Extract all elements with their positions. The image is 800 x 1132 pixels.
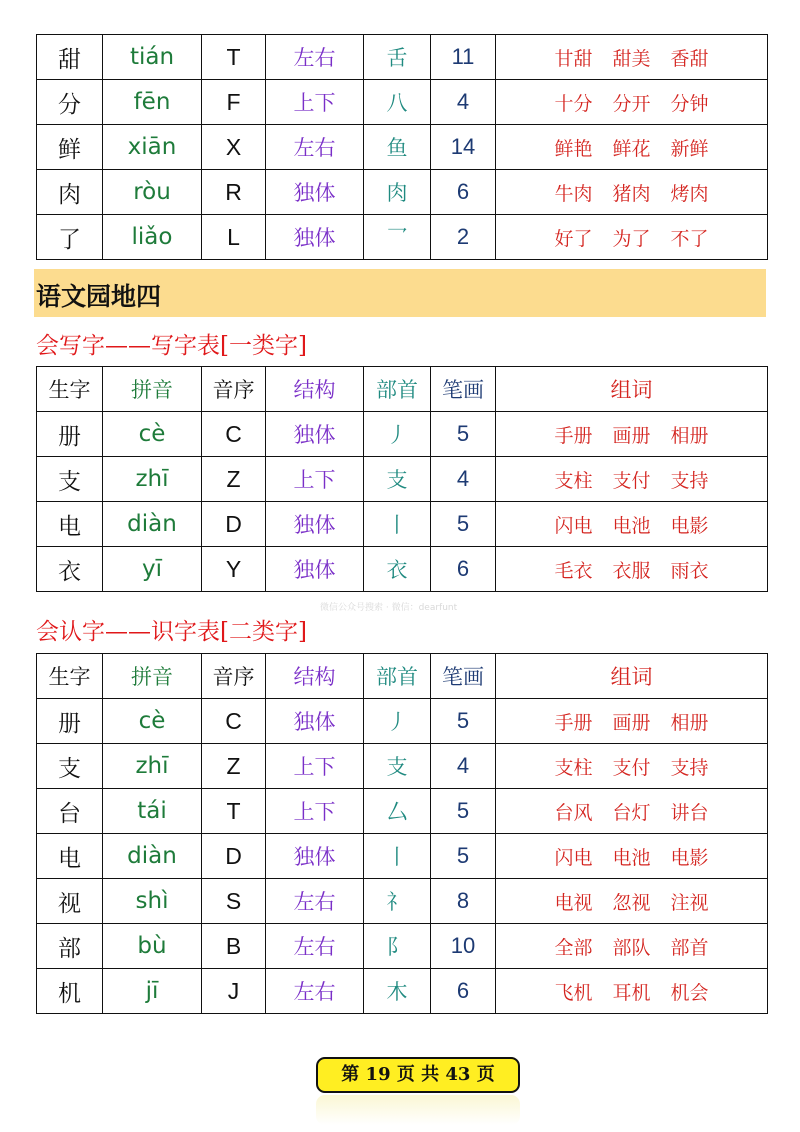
strokes-cell: 11 <box>431 35 496 80</box>
word: 忽视 <box>612 891 651 914</box>
radical-cell: 乛 <box>364 215 431 260</box>
structure-cell: 左右 <box>266 969 364 1014</box>
word: 鲜花 <box>612 137 651 160</box>
words-cell <box>496 789 768 834</box>
strokes-cell: 5 <box>431 699 496 744</box>
table-row <box>37 125 768 170</box>
word: 飞机 <box>554 981 593 1004</box>
char-cell: 支 <box>37 744 103 789</box>
strokes-cell: 5 <box>431 412 496 457</box>
char-cell: 电 <box>37 834 103 879</box>
char-cell: 视 <box>37 879 103 924</box>
word: 不了 <box>670 227 709 250</box>
word: 雨衣 <box>670 559 709 582</box>
word: 电池 <box>612 514 651 537</box>
char-cell: 机 <box>37 969 103 1014</box>
order-cell: C <box>202 699 266 744</box>
pinyin-cell: tián <box>103 35 202 80</box>
pinyin-cell: zhī <box>103 457 202 502</box>
pinyin-cell: xiān <box>103 125 202 170</box>
word: 支柱 <box>554 756 593 779</box>
order-cell: S <box>202 879 266 924</box>
word: 十分 <box>554 92 593 115</box>
char-cell: 分 <box>37 80 103 125</box>
word: 支持 <box>670 756 709 779</box>
word: 闪电 <box>554 514 593 537</box>
word: 电影 <box>670 514 709 537</box>
radical-cell: 衣 <box>364 547 431 592</box>
order-cell: L <box>202 215 266 260</box>
table-row <box>37 80 768 125</box>
word: 画册 <box>612 424 651 447</box>
word: 部首 <box>670 936 709 959</box>
pinyin-cell: ròu <box>103 170 202 215</box>
pinyin-cell: bù <box>103 924 202 969</box>
table-section1 <box>36 366 768 592</box>
order-cell: D <box>202 502 266 547</box>
word: 讲台 <box>670 801 709 824</box>
radical-cell: 厶 <box>364 789 431 834</box>
word: 手册 <box>554 424 593 447</box>
order-cell: T <box>202 789 266 834</box>
header-cell: 笔画 <box>431 654 496 699</box>
structure-cell: 左右 <box>266 879 364 924</box>
header-cell: 结构 <box>266 654 364 699</box>
words-cell <box>496 170 768 215</box>
word: 相册 <box>670 424 709 447</box>
pinyin-cell: cè <box>103 699 202 744</box>
order-cell: R <box>202 170 266 215</box>
header-cell: 生字 <box>37 654 103 699</box>
table-row <box>37 969 768 1014</box>
char-cell: 了 <box>37 215 103 260</box>
order-cell: B <box>202 924 266 969</box>
structure-cell: 上下 <box>266 80 364 125</box>
word: 分钟 <box>670 92 709 115</box>
char-cell: 衣 <box>37 547 103 592</box>
order-cell: J <box>202 969 266 1014</box>
word: 电影 <box>670 846 709 869</box>
header-cell: 拼音 <box>103 654 202 699</box>
word: 支持 <box>670 469 709 492</box>
pinyin-cell: tái <box>103 789 202 834</box>
strokes-cell: 4 <box>431 80 496 125</box>
word: 电池 <box>612 846 651 869</box>
words-cell <box>496 879 768 924</box>
table-row <box>37 699 768 744</box>
structure-cell: 独体 <box>266 502 364 547</box>
structure-cell: 独体 <box>266 699 364 744</box>
order-cell: D <box>202 834 266 879</box>
char-cell: 支 <box>37 457 103 502</box>
table-section2 <box>36 653 768 1014</box>
header-cell: 组词 <box>496 367 768 412</box>
order-cell: Z <box>202 457 266 502</box>
structure-cell: 独体 <box>266 547 364 592</box>
header-cell: 音序 <box>202 654 266 699</box>
word: 注视 <box>670 891 709 914</box>
word: 衣服 <box>612 559 651 582</box>
structure-cell: 上下 <box>266 457 364 502</box>
strokes-cell: 6 <box>431 170 496 215</box>
word: 支付 <box>612 469 651 492</box>
table-row <box>37 502 768 547</box>
pinyin-cell: cè <box>103 412 202 457</box>
words-cell <box>496 744 768 789</box>
word: 鲜艳 <box>554 137 593 160</box>
words-cell <box>496 457 768 502</box>
words-cell <box>496 125 768 170</box>
word: 猪肉 <box>612 182 651 205</box>
structure-cell: 上下 <box>266 789 364 834</box>
word: 好了 <box>554 227 593 250</box>
structure-cell: 左右 <box>266 125 364 170</box>
unit-title-bar <box>34 269 766 317</box>
strokes-cell: 5 <box>431 834 496 879</box>
radical-cell: 丿 <box>364 699 431 744</box>
word: 相册 <box>670 711 709 734</box>
words-cell <box>496 699 768 744</box>
table-row <box>37 547 768 592</box>
radical-cell: 阝 <box>364 924 431 969</box>
table-row <box>37 789 768 834</box>
char-cell: 肉 <box>37 170 103 215</box>
radical-cell: 鱼 <box>364 125 431 170</box>
word: 台灯 <box>612 801 651 824</box>
radical-cell: 八 <box>364 80 431 125</box>
radical-cell: 肉 <box>364 170 431 215</box>
strokes-cell: 6 <box>431 547 496 592</box>
strokes-cell: 6 <box>431 969 496 1014</box>
order-cell: Y <box>202 547 266 592</box>
word: 甜美 <box>612 47 651 70</box>
radical-cell: 丨 <box>364 502 431 547</box>
radical-cell: 舌 <box>364 35 431 80</box>
unit-title: 语文园地四 <box>36 282 162 311</box>
radical-cell: 支 <box>364 457 431 502</box>
watermark: 微信公众号搜索 · 微信：dearfunt <box>320 603 458 613</box>
structure-cell: 独体 <box>266 834 364 879</box>
header-cell: 部首 <box>364 654 431 699</box>
structure-cell: 独体 <box>266 215 364 260</box>
page-indicator-reflection <box>316 1095 520 1125</box>
table-row <box>37 457 768 502</box>
char-cell: 部 <box>37 924 103 969</box>
radical-cell: 木 <box>364 969 431 1014</box>
strokes-cell: 14 <box>431 125 496 170</box>
strokes-cell: 4 <box>431 457 496 502</box>
pinyin-cell: fēn <box>103 80 202 125</box>
words-cell <box>496 80 768 125</box>
word: 分开 <box>612 92 651 115</box>
table-row <box>37 924 768 969</box>
table-row <box>37 35 768 80</box>
words-cell <box>496 35 768 80</box>
word: 毛衣 <box>554 559 593 582</box>
structure-cell: 独体 <box>266 170 364 215</box>
word: 甘甜 <box>554 47 593 70</box>
header-cell: 组词 <box>496 654 768 699</box>
strokes-cell: 4 <box>431 744 496 789</box>
section2-title: 会认字——识字表[二类字] <box>36 619 307 645</box>
radical-cell: 礻 <box>364 879 431 924</box>
table-top <box>36 34 768 260</box>
table-row <box>37 744 768 789</box>
pinyin-cell: yī <box>103 547 202 592</box>
section1-title: 会写字——写字表[一类字] <box>36 333 307 359</box>
radical-cell: 丿 <box>364 412 431 457</box>
pinyin-cell: shì <box>103 879 202 924</box>
pinyin-cell: zhī <box>103 744 202 789</box>
char-cell: 鲜 <box>37 125 103 170</box>
table-row <box>37 412 768 457</box>
order-cell: T <box>202 35 266 80</box>
char-cell: 册 <box>37 412 103 457</box>
word: 台风 <box>554 801 593 824</box>
char-cell: 甜 <box>37 35 103 80</box>
pinyin-cell: diàn <box>103 834 202 879</box>
word: 手册 <box>554 711 593 734</box>
radical-cell: 支 <box>364 744 431 789</box>
char-cell: 台 <box>37 789 103 834</box>
word: 烤肉 <box>670 182 709 205</box>
page-indicator: 第 19 页 共 43 页 <box>316 1057 520 1093</box>
words-cell <box>496 924 768 969</box>
word: 牛肉 <box>554 182 593 205</box>
table-row <box>37 170 768 215</box>
structure-cell: 上下 <box>266 744 364 789</box>
structure-cell: 左右 <box>266 924 364 969</box>
strokes-cell: 10 <box>431 924 496 969</box>
order-cell: F <box>202 80 266 125</box>
strokes-cell: 2 <box>431 215 496 260</box>
order-cell: X <box>202 125 266 170</box>
pinyin-cell: diàn <box>103 502 202 547</box>
words-cell <box>496 215 768 260</box>
word: 支柱 <box>554 469 593 492</box>
strokes-cell: 8 <box>431 879 496 924</box>
word: 电视 <box>554 891 593 914</box>
words-cell <box>496 834 768 879</box>
word: 支付 <box>612 756 651 779</box>
structure-cell: 独体 <box>266 412 364 457</box>
table-row <box>37 879 768 924</box>
header-cell: 拼音 <box>103 367 202 412</box>
strokes-cell: 5 <box>431 502 496 547</box>
header-cell: 音序 <box>202 367 266 412</box>
table-header-row <box>37 654 768 699</box>
word: 新鲜 <box>670 137 709 160</box>
word: 部队 <box>612 936 651 959</box>
pinyin-cell: jī <box>103 969 202 1014</box>
words-cell <box>496 502 768 547</box>
word: 耳机 <box>612 981 651 1004</box>
words-cell <box>496 547 768 592</box>
word: 香甜 <box>670 47 709 70</box>
strokes-cell: 5 <box>431 789 496 834</box>
order-cell: C <box>202 412 266 457</box>
word: 机会 <box>670 981 709 1004</box>
word: 为了 <box>612 227 651 250</box>
table-row <box>37 215 768 260</box>
word: 全部 <box>554 936 593 959</box>
words-cell <box>496 412 768 457</box>
char-cell: 电 <box>37 502 103 547</box>
header-cell: 生字 <box>37 367 103 412</box>
radical-cell: 丨 <box>364 834 431 879</box>
structure-cell: 左右 <box>266 35 364 80</box>
table-header-row <box>37 367 768 412</box>
header-cell: 结构 <box>266 367 364 412</box>
pinyin-cell: liǎo <box>103 215 202 260</box>
words-cell <box>496 969 768 1014</box>
header-cell: 部首 <box>364 367 431 412</box>
word: 画册 <box>612 711 651 734</box>
header-cell: 笔画 <box>431 367 496 412</box>
word: 闪电 <box>554 846 593 869</box>
char-cell: 册 <box>37 699 103 744</box>
table-row <box>37 834 768 879</box>
order-cell: Z <box>202 744 266 789</box>
